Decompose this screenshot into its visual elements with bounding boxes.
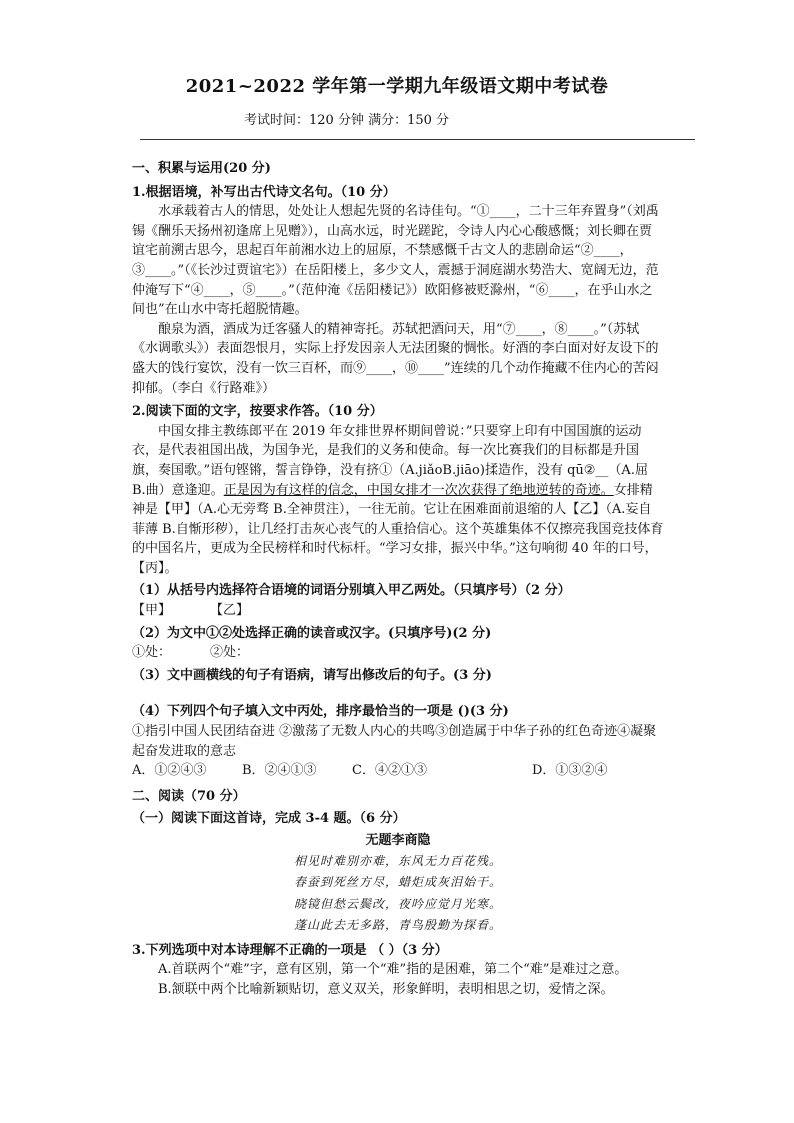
option-b: B．②④①③ [242,763,317,779]
passage-part-a: 中国女排主教练郎平在 2019 年女排世界杯期间曾说：”只要穿上印有中国国旗的运动衣，是代表祖国出战，为国争光，是我们的义务和使命。每一次比赛我们的目标都是升国旗，奏国歌。”语句铿锵，誓言铮铮，没有挤①（A.jiǎoB.jiāo)揉造作，没有 qū②__（A.屈 B.曲）意逢迎。 [132,423,648,498]
question-1-paragraph-2: 酿泉为酒，酒成为迁客骚人的精神寄托。苏轼把酒问天，用“⑦____，⑧____。”（苏轼《水调歌头》）表面怨恨月，实际上抒发因亲人无法团聚的惆怅。好酒的李白面对好友设下的盛大的饯行宴饮，没有一饮三百杯，而⑨____，⑩____”连续的几个动作掩藏不住内心的苦闷抑郁。（李白《行路难》） [132,321,659,396]
answer-yi-label: 【乙】 [210,603,250,619]
exam-info: 考试时间：120 分钟 满分：150 分 [244,113,450,128]
answer-2-label: ②处： [210,645,250,661]
poem-line: 晓镜但愁云鬓改，夜吟应觉月光寒。 [293,896,502,911]
subquestion-4-options [132,761,664,781]
subquestion-4: （4）下列四个句子填入文中丙处，排序最恰当的一项是 ()(3 分) [132,704,509,720]
answer-1-label: ①处： [132,645,172,661]
passage-part-b: 女排精神是【甲】（A.心无旁骛 B.全神贯注），一往无前。它让在困难面前退缩的人【乙】（A.妄自菲薄 B.自惭形秽），让几经打击灰心丧气的人重拾信心。这个英雄集体不仅擦亮我国竞技体育的中国名片，更成为全民榜样和时代标杆。“学习女排，振兴中华。”这句响彻 40 年的口号，【丙】。 [132,482,664,576]
underlined-sentence: 正是因为有这样的信念，中国女排才一次次获得了绝地逆转的奇迹。 [223,482,614,498]
question-3-heading: 3.下列选项中对本诗理解不正确的一项是 （ ）（3 分） [132,942,448,958]
subquestion-4-text: ①指引中国人民团结奋进 ②激荡了无数人内心的共鸣③创造属于中华子孙的红色奇迹④凝聚起奋发进取的意志 [132,724,657,759]
subquestion-3: （3）文中画横线的句子有语病，请写出修改后的句子。(3 分) [132,667,492,683]
section-heading-part1: 一、积累与运用(20 分) [132,161,271,176]
poem-line: 春蚕到死丝方尽，蜡炬成灰泪始干。 [293,875,502,890]
question-3-option-b: B.颔联中两个比喻新颖贴切，意义双关，形象鲜明，表明相思之切，爱情之深。 [158,981,614,997]
subquestion-1: （1）从括号内选择符合语境的词语分别填入甲乙两处。（只填序号）（2 分） [132,583,571,599]
answer-space [132,685,664,699]
subsection-1-heading: （一）阅读下面这首诗，完成 3-4 题。（6 分） [132,811,406,827]
poem-title: 无题李商隐 [365,833,431,848]
header-divider [140,139,695,140]
question-2-heading: 2.阅读下面的文字，按要求作答。（10 分） [132,404,383,420]
subquestion-2: （2）为文中①②处选择正确的读音或汉字。(只填序号)(2 分) [132,625,492,641]
poem-line: 相见时难别亦难，东风无力百花残。 [293,853,502,868]
answer-jia-label: 【甲】 [132,603,172,619]
exam-content [132,153,664,999]
question-1-heading: 1.根据语境，补写出古代诗文名句。（10 分） [132,184,396,200]
option-a: A．①②④③ [132,763,207,779]
question-2-passage [132,422,664,579]
subquestion-2-answer [132,643,664,663]
page-title: 2021~2022 学年第一学期九年级语文期中考试卷 [185,76,609,97]
option-d: D．①③②④ [532,763,608,779]
option-c: C．④②①③ [352,763,427,779]
section-heading-part2: 二、阅读（70 分） [132,788,246,804]
subquestion-1-answer [132,601,664,621]
poem-line: 蓬山此去无多路，青鸟殷勤为探看。 [293,918,502,933]
question-3-option-a: A.首联两个“难”字，意有区别，第一个“难”指的是困难，第二个“难”是难过之意。 [158,962,628,978]
question-1-paragraph-1: 水承载着古人的情思，处处让人想起先贤的名诗佳句。“①____，二十三年弃置身”（刘禹锡《酬乐天扬州初逢席上见赠》），山高水远，时光蹉跎，令诗人内心心酸感慨；刘长卿在贾谊宅前溯古思今，思起百年前湘水边上的屈原，不禁感慨千古文人的悲剧命运“②____，③____。”（《长沙过贾谊宅》）在岳阳楼上，多少文人，震撼于洞庭湖水势浩大、宽阔无边，范仲淹写下“④____，⑤____。”（范仲淹《岳阳楼记》）欧阳修被贬滁州，“⑥____，在乎山水之间也”在山水中寄托超脱情趣。 [132,204,659,318]
